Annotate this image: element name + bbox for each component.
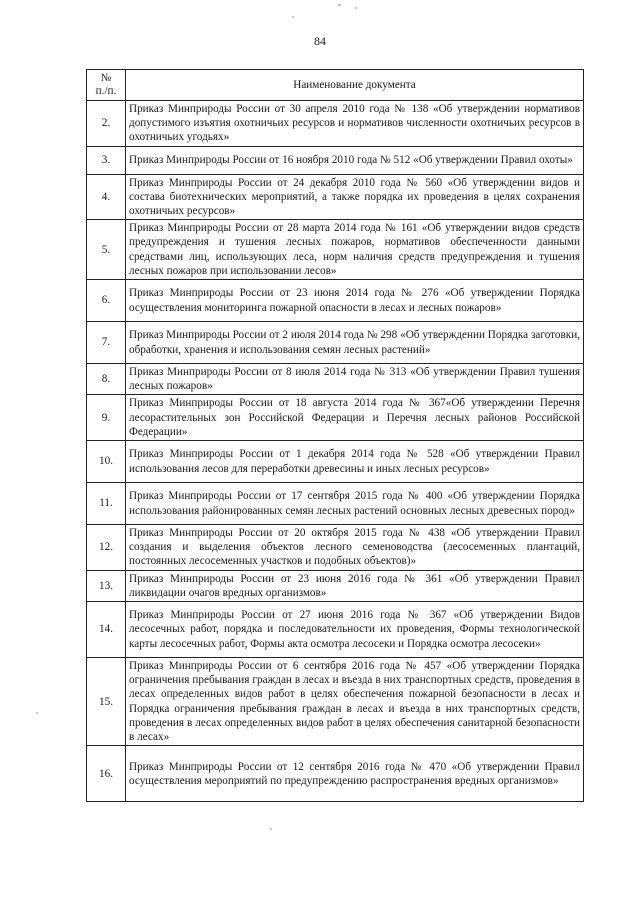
document-title: Приказ Минприроды России от 24 декабря 2010 года № 560 «Об утверждении видов и состава биотехнических мероприятий, а также порядка их проведения в целях сохранения охотничьих ресурсов» [126,174,584,220]
row-number: 7. [87,322,126,364]
document-title: Приказ Минприроды России от 27 июня 2016 года № 367 «Об утверждении Видов лесосечных работ, порядка и последовательности их проведения, Формы технологической карты лесосечных работ, Формы акта осмотра лесосеки и Порядка осмотра лесосеки» [126,602,584,658]
row-number: 12. [87,525,126,571]
table-row [87,441,584,483]
document-title: Приказ Минприроды России от 23 июня 2016 года № 361 «Об утверждении Правил ликвидации очагов вредных организмов» [126,570,584,601]
header-number: № п./п. [87,70,126,101]
table-row [87,364,584,395]
scan-speck [355,7,357,9]
table-row [87,322,584,364]
document-title: Приказ Минприроды России от 16 ноября 2010 года № 512 «Об утверждении Правил охоты» [126,146,584,174]
row-number: 3. [87,146,126,174]
document-title: Приказ Минприроды России от 17 сентября 2015 года № 400 «Об утверждении Порядка использования районированных семян лесных растений основных лесных древесных пород» [126,483,584,525]
table-row [87,101,584,147]
table-header-row [87,70,584,101]
row-number: 14. [87,602,126,658]
document-title: Приказ Минприроды России от 2 июля 2014 года № 298 «Об утверждении Порядка заготовки, обработки, хранения и использования семян лесных растений» [126,322,584,364]
table-row [87,174,584,220]
scan-speck [270,828,272,830]
table-row [87,570,584,601]
scan-speck [36,712,38,714]
row-number: 2. [87,101,126,147]
document-title: Приказ Минприроды России от 8 июля 2014 года № 313 «Об утверждении Правил тушения лесных пожаров» [126,364,584,395]
row-number: 11. [87,483,126,525]
scan-speck [292,16,294,18]
table-row [87,146,584,174]
documents-table [86,69,584,802]
row-number: 5. [87,220,126,280]
document-title: Приказ Минприроды России от 18 августа 2014 года № 367«Об утверждении Перечня лесорастительных зон Российской Федерации и Перечня лесных районов Российской Федерации» [126,395,584,441]
document-title: Приказ Минприроды России от 6 сентября 2016 года № 457 «Об утверждении Порядка ограничения пребывания граждан в лесах и въезда в них транспортных средств, проведения в лесах определенных видов работ в целях обеспечения пожарной безопасности в лесах и Порядка ограничения пребывания граждан в лесах и въезда в них транспортных средств, проведения в лесах определенных видов работ в целях обеспечения санитарной безопасности в лесах» [126,658,584,746]
table-row [87,280,584,322]
table-row [87,395,584,441]
document-title: Приказ Минприроды России от 30 апреля 2010 года № 138 «Об утверждении нормативов допустимого изъятия охотничьих ресурсов и нормативов численности охотничьих ресурсов в охотничьих угодьях» [126,101,584,147]
row-number: 8. [87,364,126,395]
row-number: 13. [87,570,126,601]
document-title: Приказ Минприроды России от 1 декабря 2014 года № 528 «Об утверждении Правил использования лесов для переработки древесины и иных лесных ресурсов» [126,441,584,483]
table-row [87,220,584,280]
table-row [87,658,584,746]
row-number: 10. [87,441,126,483]
row-number: 6. [87,280,126,322]
document-title: Приказ Минприроды России от 28 марта 2014 года № 161 «Об утверждении видов средств предупреждения и тушения лесных пожаров, нормативов обеспеченности данными средствами лиц, использующих леса, норм наличия средств предупреждения и тушения лесных пожаров при использовании лесов» [126,220,584,280]
scan-speck [338,4,341,6]
table-row [87,525,584,571]
document-title: Приказ Минприроды России от 12 сентября 2016 года № 470 «Об утверждении Правил осуществления мероприятий по предупреждению распространения вредных организмов» [126,746,584,802]
document-title: Приказ Минприроды России от 20 октября 2015 года № 438 «Об утверждении Правил создания и выделения объектов лесного семеноводства (лесосеменных плантаций, постоянных лесосеменных участков и подобных объектов)» [126,525,584,571]
row-number: 15. [87,658,126,746]
page-number: 84 [314,34,326,48]
row-number: 9. [87,395,126,441]
row-number: 4. [87,174,126,220]
document-title: Приказ Минприроды России от 23 июня 2014 года № 276 «Об утверждении Порядка осуществления мониторинга пожарной опасности в лесах и лесных пожаров» [126,280,584,322]
table-row [87,602,584,658]
row-number: 16. [87,746,126,802]
table-row [87,746,584,802]
table-row [87,483,584,525]
header-document-name: Наименование документа [126,70,584,101]
